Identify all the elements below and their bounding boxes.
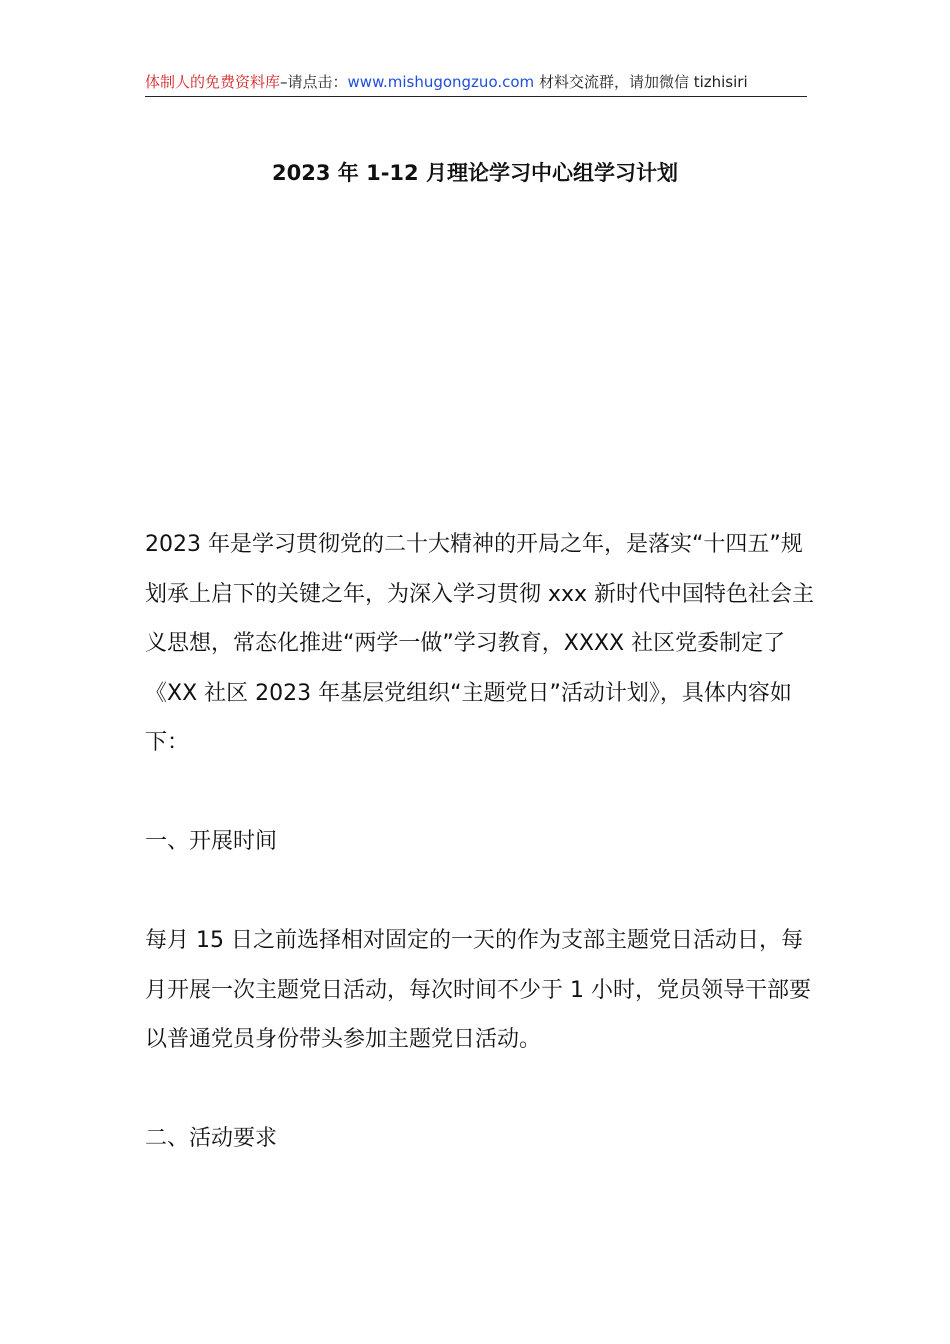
header-brand-text: 体制人的免费资料库 — [145, 73, 281, 91]
document-title: 2023 年 1-12 月理论学习中心组学习计划 — [272, 161, 678, 185]
section-heading-schedule: 一、开展时间 — [145, 829, 278, 854]
header-website-link[interactable]: www.mishugongzuo.com — [347, 73, 535, 91]
section-heading-requirements: 二、活动要求 — [145, 1126, 278, 1151]
header-contact-text: 材料交流群，请加微信 tizhisiri — [534, 73, 748, 91]
page-header — [145, 70, 807, 97]
schedule-paragraph: 每月 15 日之前选择相对固定的一天的作为支部主题党日活动日，每月开展一次主题党日活动，每次时间不少于 1 小时，党员领导干部要以普通党员身份带头参加主题党日活动。 — [145, 928, 811, 1052]
intro-paragraph: 2023 年是学习贯彻党的二十大精神的开局之年，是落实“十四五”规划承上启下的关键之年，为深入学习贯彻 xxx 新时代中国特色社会主义思想，常态化推进“两学一做”学习教育，XXXX 社区党委制定了《XX 社区 2023 年基层党组织“主题党日”活动计划》，具体内容如下： — [145, 532, 815, 755]
header-click-prompt: –请点击： — [280, 73, 348, 91]
